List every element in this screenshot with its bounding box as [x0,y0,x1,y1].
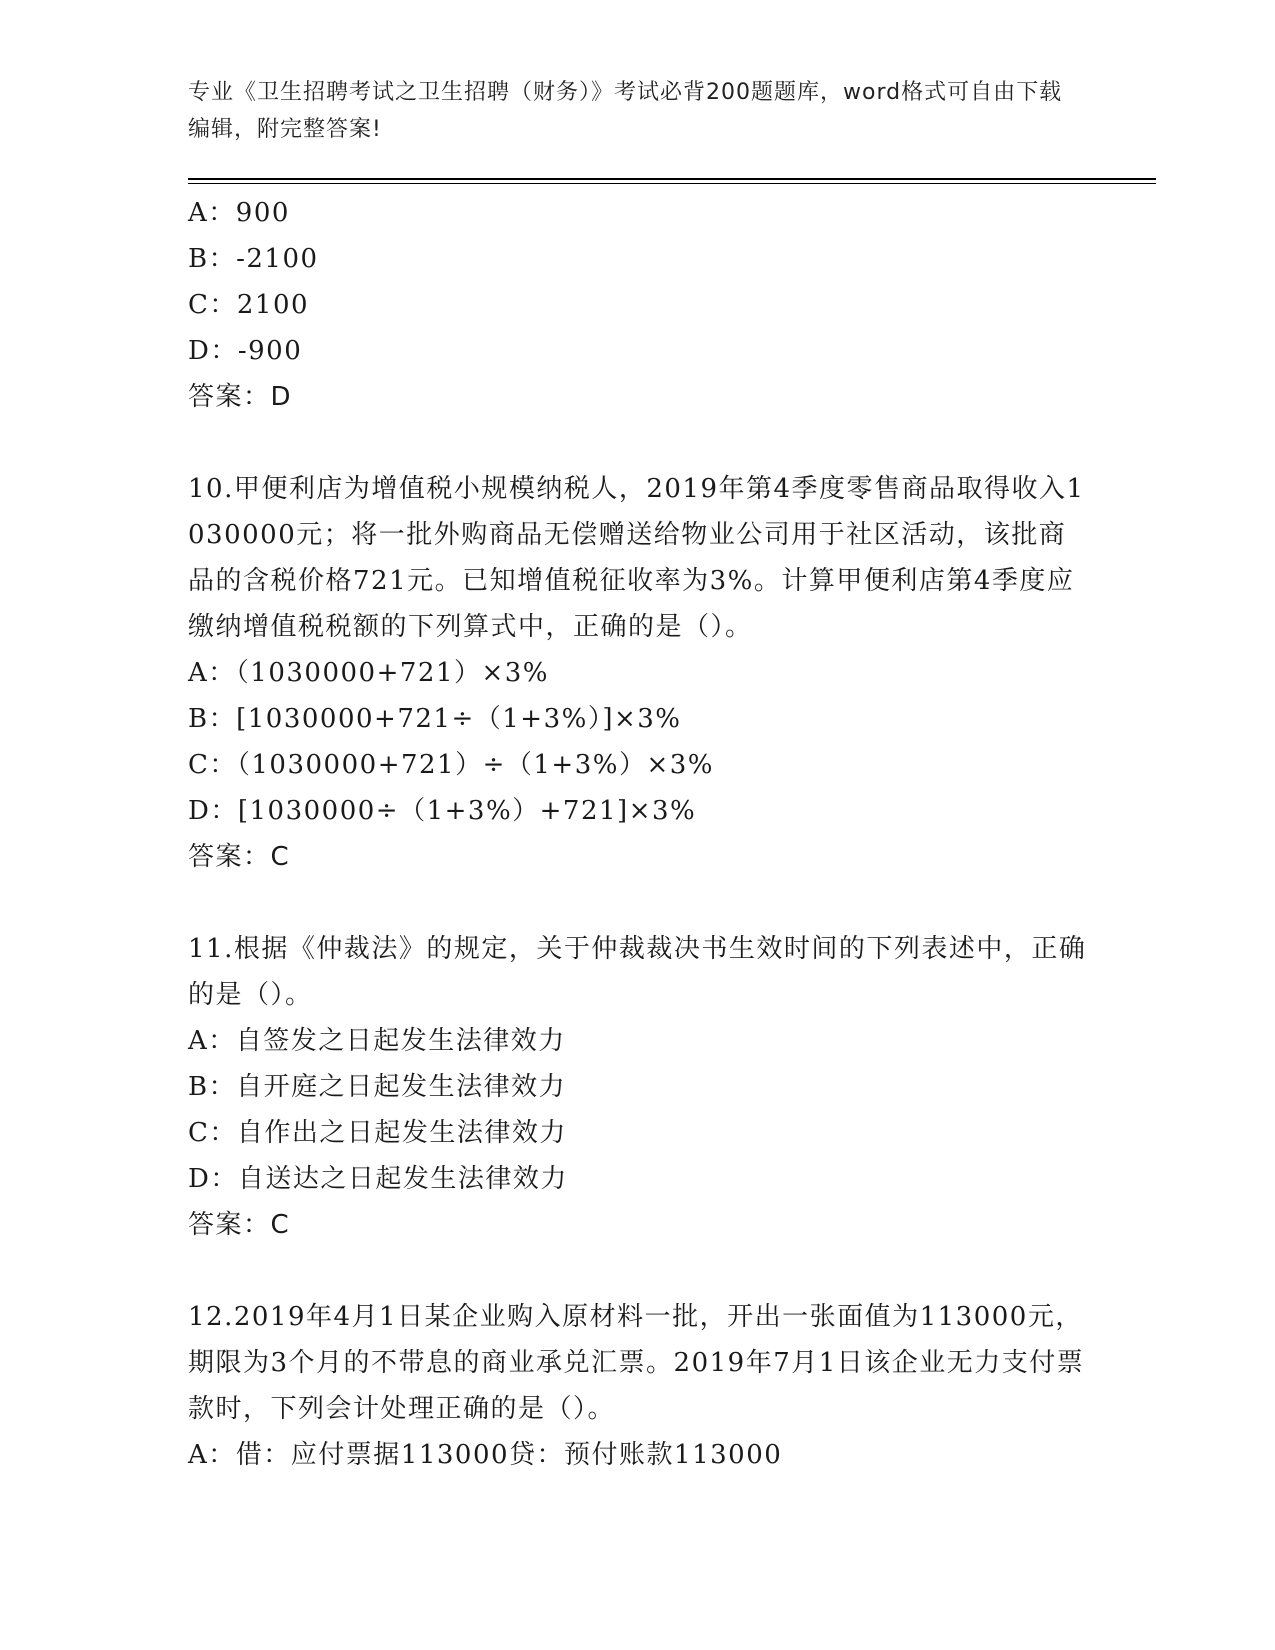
option-b: B：-2100 [188,244,319,274]
option-d: D：自送达之日起发生法律效力 [188,1164,568,1194]
option-b: B：[1030000+721÷（1+3%）]×3% [188,704,682,734]
question-9-continued [188,190,1088,420]
header-divider-thin [188,183,1156,184]
document-header: 专业《卫生招聘考试之卫生招聘（财务）》考试必背200题题库，word格式可自由下载编辑，附完整答案! [188,80,1063,142]
option-a: A：借：应付票据113000贷：预付账款113000 [188,1440,783,1470]
option-b: B：自开庭之日起发生法律效力 [188,1072,567,1102]
question-11 [188,926,1088,1248]
question-text: 10.甲便利店为增值税小规模纳税人，2019年第4季度零售商品取得收入1030000元；将一批外购商品无偿赠送给物业公司用于社区活动，该批商品的含税价格721元。已知增值税征收率为3%。计算甲便利店第4季度应缴纳增值税税额的下列算式中，正确的是（）。 [188,474,1085,642]
answer: 答案：C [188,842,291,872]
option-d: D：-900 [188,336,303,366]
header-divider-thick [188,178,1156,180]
answer: 答案：D [188,382,293,412]
option-a: A：900 [188,198,290,228]
question-10 [188,466,1088,880]
question-text: 12.2019年4月1日某企业购入原材料一批，开出一张面值为113000元，期限为3个月的不带息的商业承兑汇票。2019年7月1日该企业无力支付票款时，下列会计处理正确的是（）。 [188,1302,1085,1424]
option-a: A：（1030000+721）×3% [188,658,550,688]
option-d: D：[1030000÷（1+3%）+721]×3% [188,796,697,826]
option-c: C：（1030000+721）÷（1+3%）×3% [188,750,714,780]
option-a: A：自签发之日起发生法律效力 [188,1026,566,1056]
option-c: C：自作出之日起发生法律效力 [188,1118,567,1148]
option-c: C：2100 [188,290,310,320]
question-text: 11.根据《仲裁法》的规定，关于仲裁裁决书生效时间的下列表述中，正确的是（）。 [188,934,1087,1010]
question-12 [188,1294,1088,1478]
question-list [188,190,1088,1478]
answer: 答案：C [188,1210,291,1240]
